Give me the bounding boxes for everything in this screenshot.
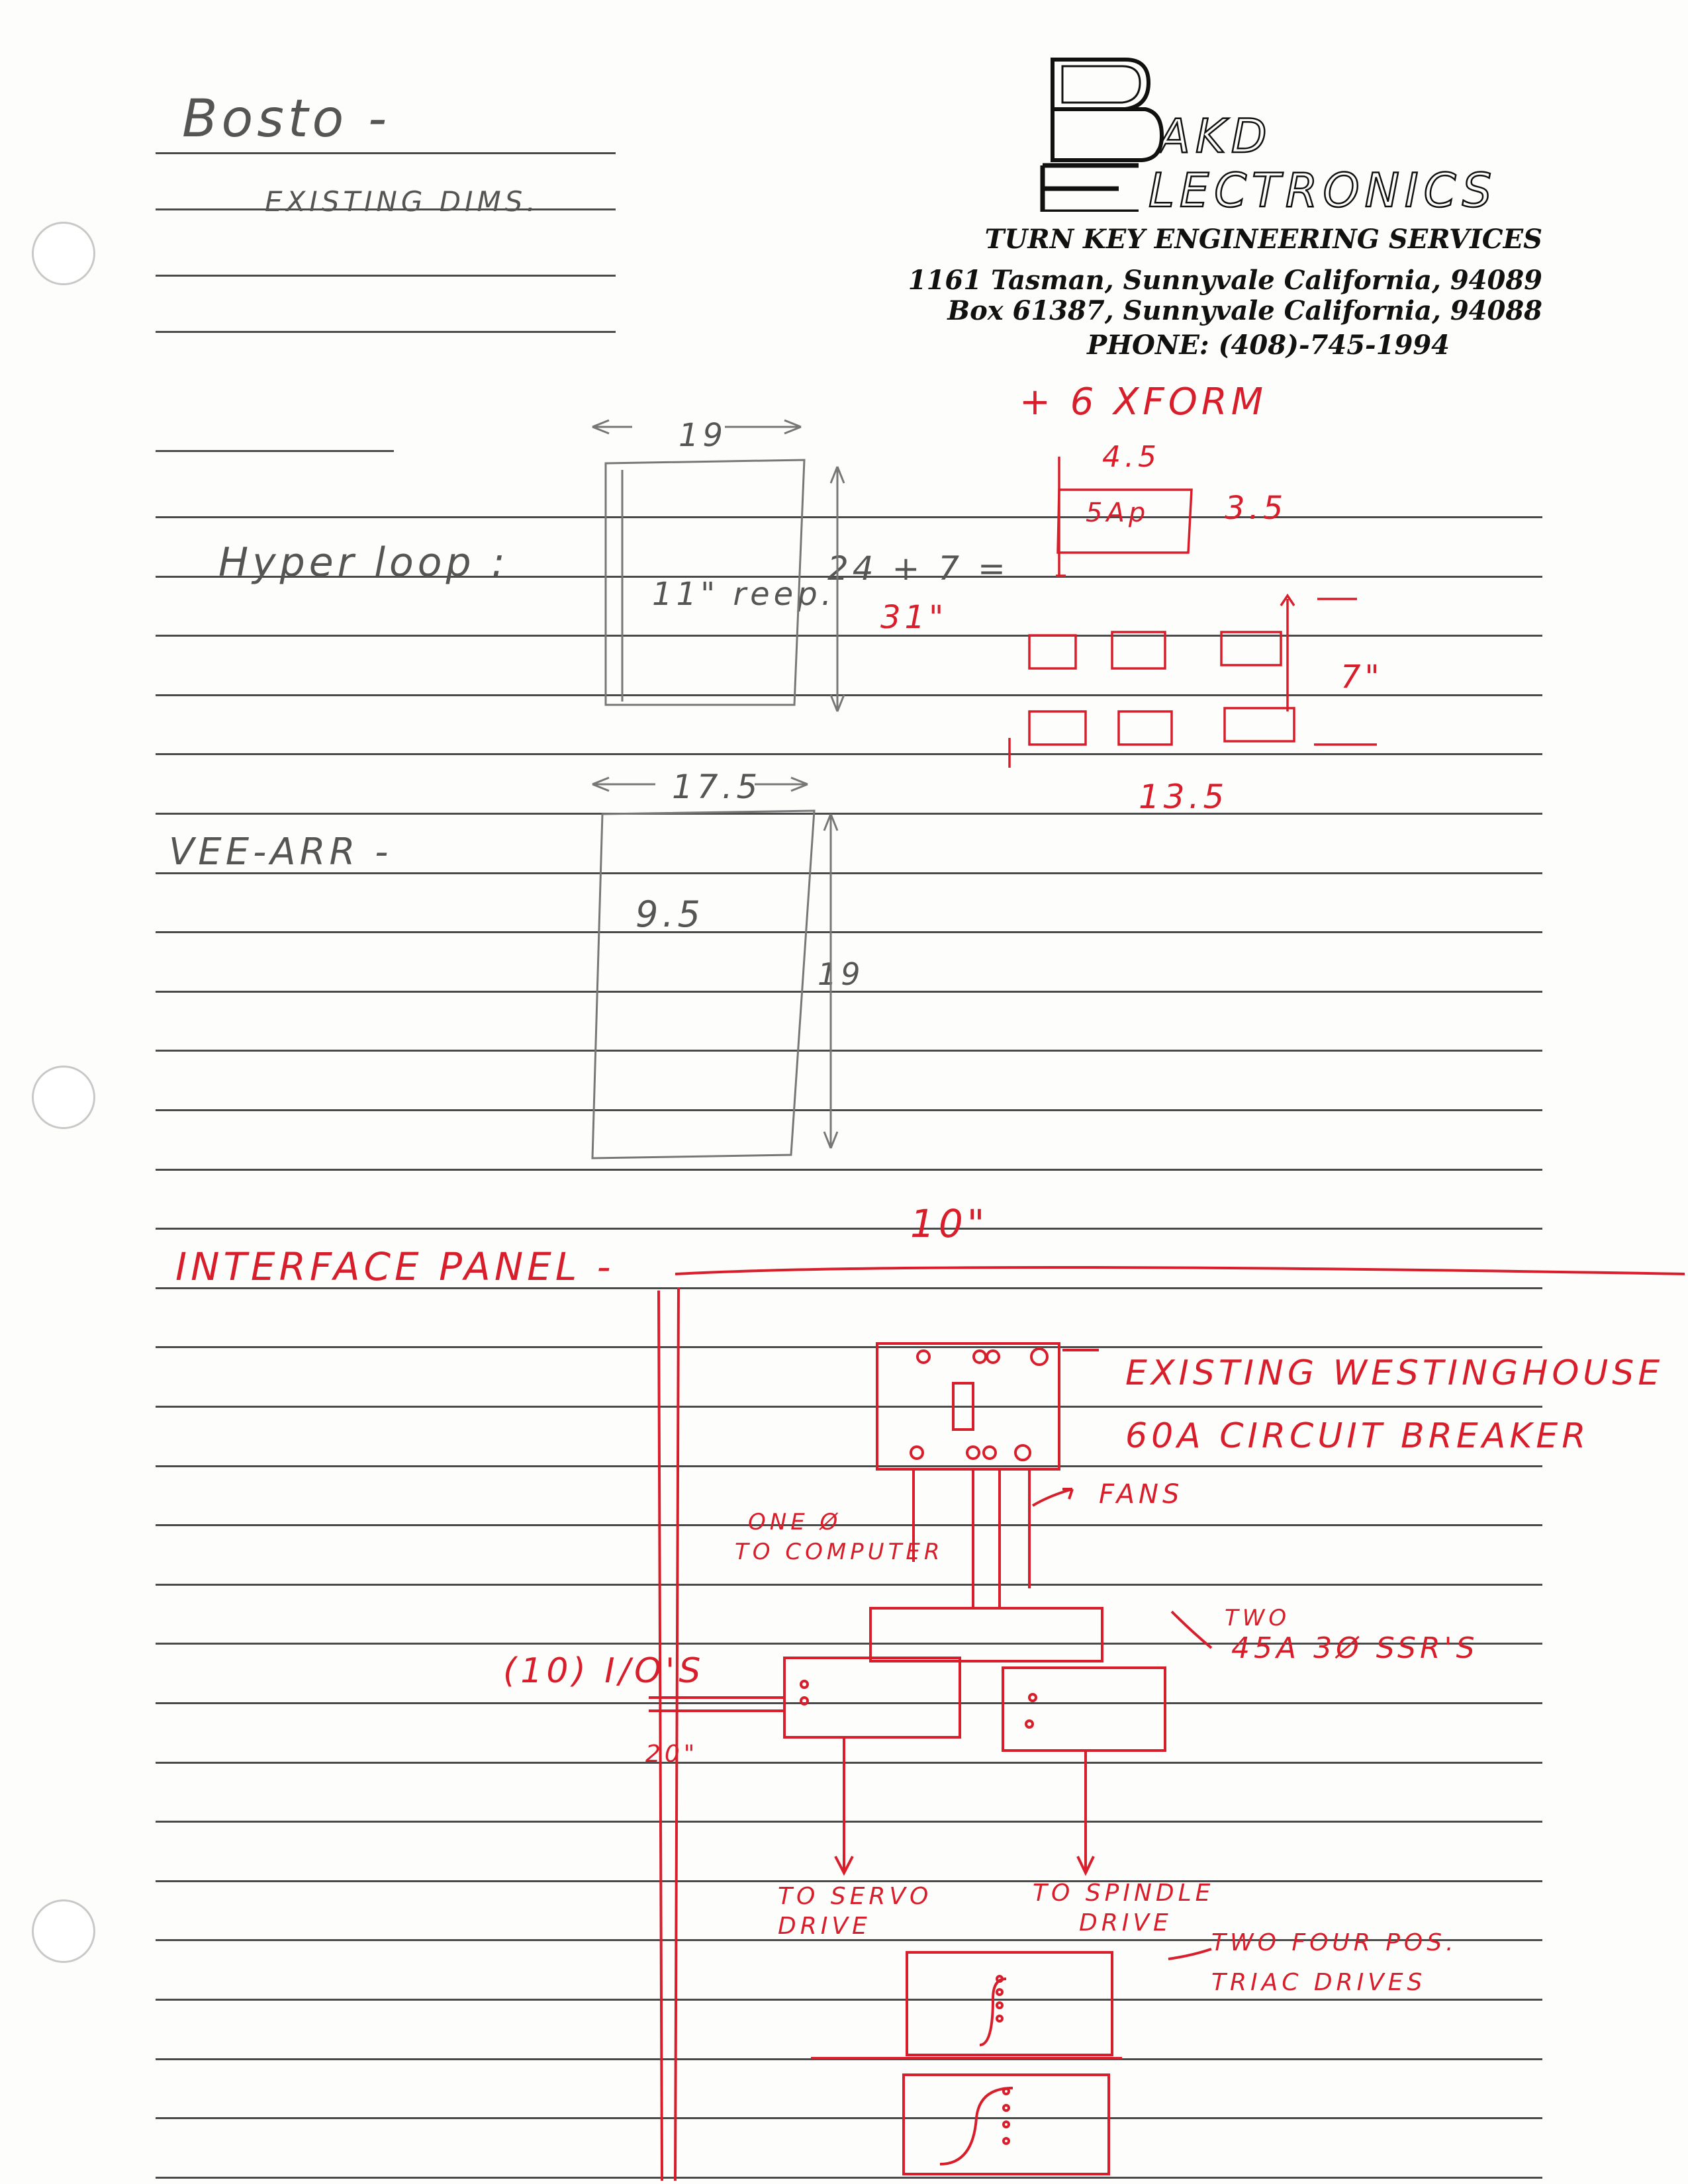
veearr-inner: 9.5	[635, 893, 704, 935]
veearr-sketch	[592, 778, 837, 1158]
panel-label: INTERFACE PANEL -	[175, 1244, 615, 1289]
fans-note: FANS	[1099, 1479, 1184, 1510]
xform-note: + 6 XFORM	[1019, 381, 1268, 424]
io-note: (10) I/O'S	[503, 1651, 705, 1691]
interface-panel-sketch	[649, 1267, 1685, 2181]
letterhead-phone: PHONE: (408)-745-1994	[1087, 330, 1450, 361]
letterhead-address-street: 1161 Tasman, Sunnyvale California, 94089	[908, 265, 1542, 296]
veearr-label: VEE-ARR -	[169, 831, 393, 874]
veearr-width: 17.5	[672, 768, 762, 806]
xform-width: 4.5	[1102, 440, 1160, 474]
hyperloop-sketch	[592, 420, 844, 711]
xform-box-label: 5Ap	[1086, 498, 1150, 528]
triac-note-line1: TWO FOUR POS.	[1211, 1929, 1458, 1956]
letterhead-address-box: Box 61387, Sunnyvale California, 94088	[947, 295, 1542, 326]
breaker-note-line1: EXISTING WESTINGHOUSE	[1125, 1353, 1664, 1393]
hyperloop-height: 24 + 7 =	[827, 549, 1009, 588]
hyperloop-inner: 11" reep.	[652, 576, 835, 613]
spindle-note-line2: DRIVE	[1079, 1909, 1172, 1936]
xform-sketch	[1009, 457, 1377, 768]
letterhead-tagline: TURN KEY ENGINEERING SERVICES	[984, 224, 1542, 255]
logo-text-line1: AKD	[1158, 109, 1272, 163]
hyperloop-width: 19	[679, 417, 727, 454]
servo-note-line1: TO SERVO	[778, 1883, 933, 1910]
spindle-note-line1: TO SPINDLE	[1033, 1880, 1215, 1907]
xform-row-width: 13.5	[1139, 778, 1229, 816]
xform-depth: 3.5	[1225, 490, 1288, 527]
hyperloop-total: 31"	[880, 599, 948, 636]
veearr-height: 19	[818, 956, 865, 992]
triac-drive-box-top	[907, 1952, 1112, 2055]
ssr-note-line2: 45A 3Ø SSR'S	[1231, 1631, 1479, 1665]
ssr-box-right	[1003, 1668, 1165, 1751]
heading-note: Bosto -	[182, 89, 391, 149]
hyperloop-label: Hyper loop :	[218, 539, 509, 586]
ssr-note-line1: TWO	[1225, 1605, 1291, 1631]
ssr-box-left	[784, 1658, 960, 1737]
one-phase-note-line1: ONE Ø	[748, 1509, 842, 1535]
ssr-box-top	[870, 1608, 1102, 1661]
breaker-note-line2: 60A CIRCUIT BREAKER	[1125, 1416, 1590, 1456]
servo-note-line2: DRIVE	[778, 1913, 871, 1940]
triac-note-line2: TRIAC DRIVES	[1211, 1969, 1427, 1996]
subheading-note: EXISTING DIMS.	[265, 185, 539, 218]
panel-width: 10"	[910, 1201, 989, 1246]
panel-height: 20"	[645, 1741, 699, 1768]
logo-text-line2: LECTRONICS	[1149, 163, 1497, 212]
xform-height: 7"	[1340, 659, 1383, 696]
one-phase-note-line2: TO COMPUTER	[735, 1539, 944, 1565]
